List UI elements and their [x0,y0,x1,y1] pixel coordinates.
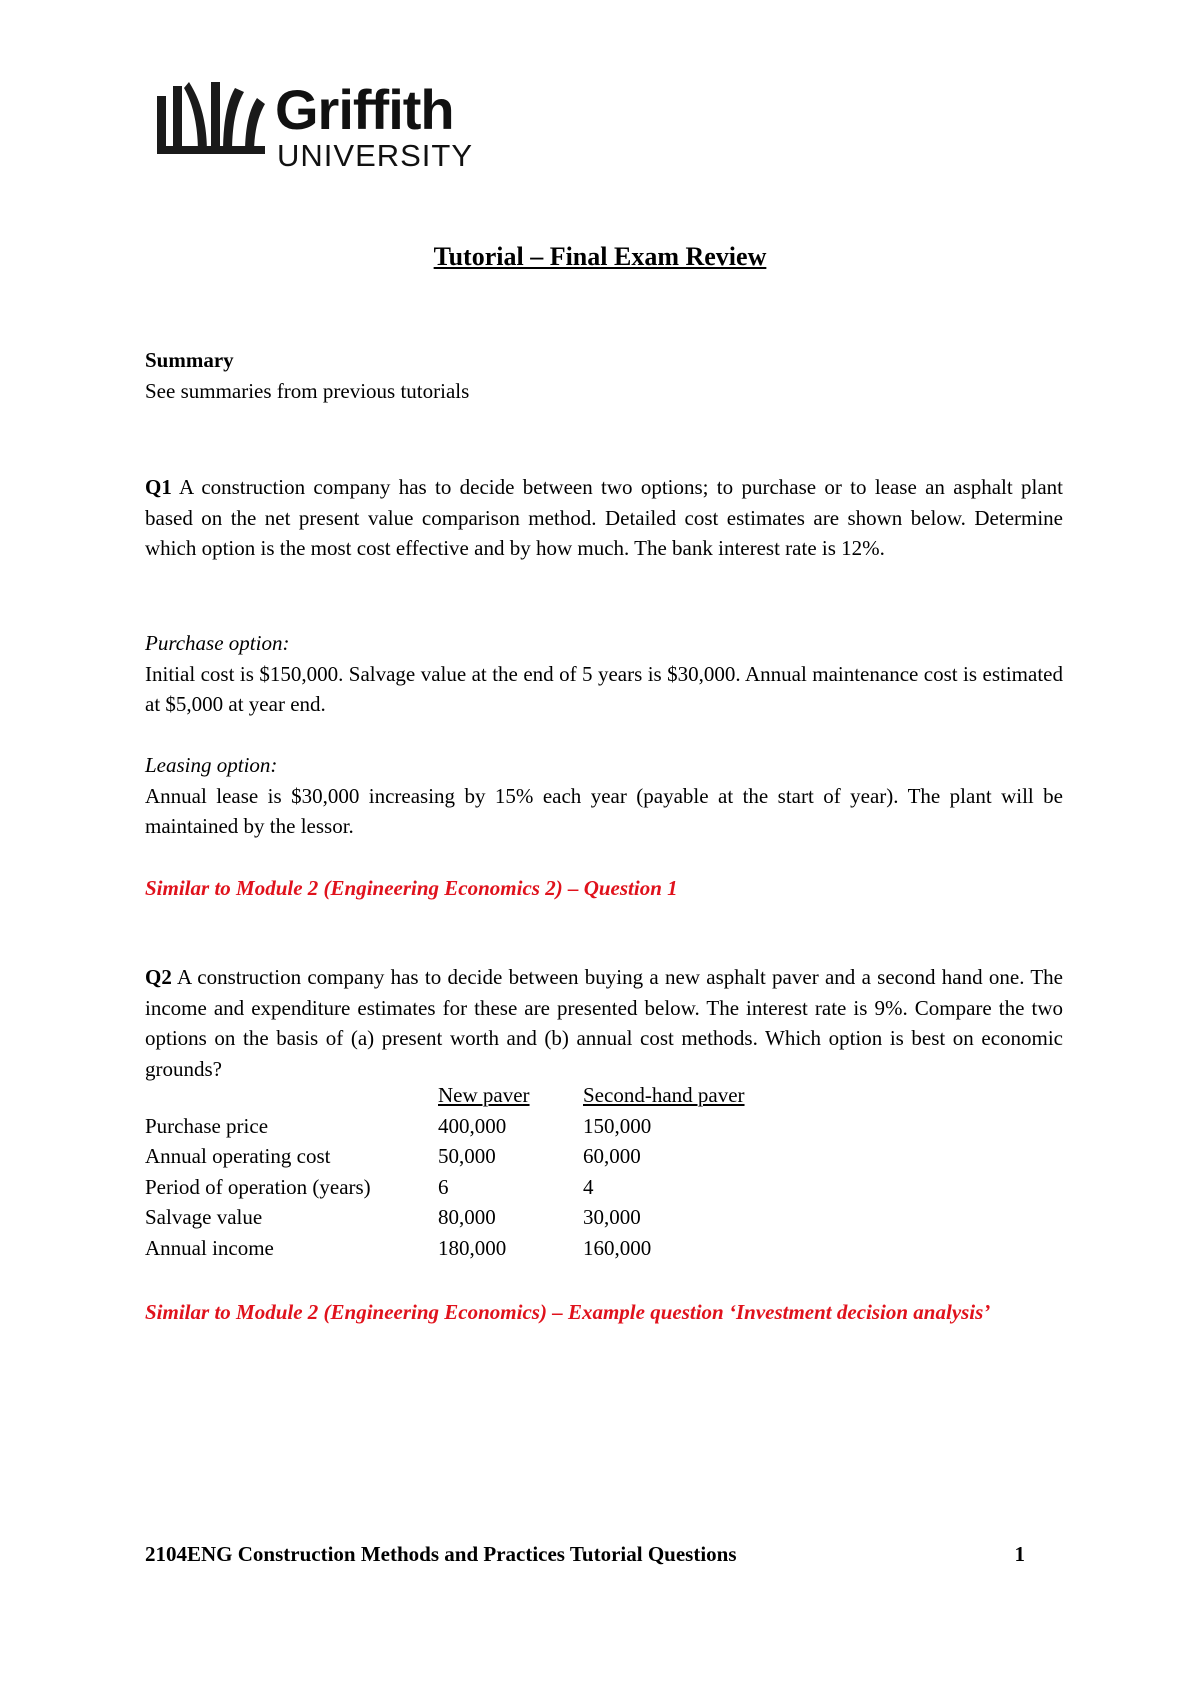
new-paver-value: 80,000 [438,1205,496,1229]
logo-wordmark-university: UNIVERSITY [277,138,474,173]
logo-wordmark-griffith: Griffith [275,78,454,141]
document-title: Tutorial – Final Exam Review [433,242,767,271]
second-hand-value: 60,000 [583,1144,641,1168]
question-1-similar-note: Similar to Module 2 (Engineering Economics 2) – Question 1 [145,876,678,900]
row-label: Annual income [145,1235,274,1260]
summary-text: See summaries from previous tutorials [145,378,470,403]
row-label: Salvage value [145,1205,263,1229]
row-label: Period of operation (years) [145,1174,371,1199]
table-row [145,1236,783,1267]
second-hand-value: 30,000 [583,1205,641,1229]
griffith-emblem-icon [155,78,270,156]
page-footer [145,1542,1025,1567]
table-header-blank [145,1083,435,1114]
table-row [145,1114,783,1145]
purchase-option-heading: Purchase option: [145,631,290,655]
summary-section [145,345,1063,406]
column-header-new-paver: New paver [438,1083,530,1107]
row-label: Purchase price [145,1113,269,1138]
leasing-option-heading: Leasing option: [145,753,278,777]
question-1-text: A construction company has to decide between two options; to purchase or to lease an asphalt plant based on the net present value comparison method. Detailed cost estimates are shown below. Determine which option is the most cost effective and by how much. The bank interest rate is 12%. [145,475,1064,560]
question-2-label: Q2 [145,965,172,989]
table-row [145,1205,783,1236]
page-number: 1 [1014,1542,1025,1566]
table-row [145,1175,783,1206]
second-hand-value: 160,000 [583,1235,652,1260]
leasing-option-text: Annual lease is $30,000 increasing by 15% each year (payable at the start of year). The plant will be maintained by the lessor. [145,783,1063,838]
paver-cost-table [145,1083,783,1266]
footer-course-title: 2104ENG Construction Methods and Practices Tutorial Questions [145,1542,737,1566]
question-2-similar-note: Similar to Module 2 (Engineering Economics) – Example question ‘Investment decision analysis’ [145,1300,991,1324]
new-paver-value: 50,000 [438,1144,496,1168]
new-paver-value: 6 [438,1174,449,1199]
university-logo [155,78,500,178]
column-header-second-hand-paver: Second-hand paver [583,1083,745,1107]
question-1 [145,472,1063,564]
new-paver-value: 400,000 [438,1113,507,1138]
question-1-label: Q1 [145,475,172,499]
purchase-option-text: Initial cost is $150,000. Salvage value at the end of 5 years is $30,000. Annual maintenance cost is estimated at $5,000 at year end. [145,661,1063,716]
table-row [145,1144,783,1175]
question-2 [145,962,1063,1084]
second-hand-value: 4 [583,1174,594,1199]
row-label: Annual operating cost [145,1144,331,1168]
purchase-option [145,628,1063,720]
new-paver-value: 180,000 [438,1235,507,1260]
leasing-option [145,750,1063,842]
table-header-row [145,1083,783,1114]
second-hand-value: 150,000 [583,1113,652,1138]
question-2-text: A construction company has to decide between buying a new asphalt paver and a second hand one. The income and expenditure estimates for these are presented below. The interest rate is 9%. Compare the two options on the basis of (a) present worth and (b) annual cost methods. Which option is best on economic grounds? [145,965,1063,1081]
summary-heading: Summary [145,348,234,372]
